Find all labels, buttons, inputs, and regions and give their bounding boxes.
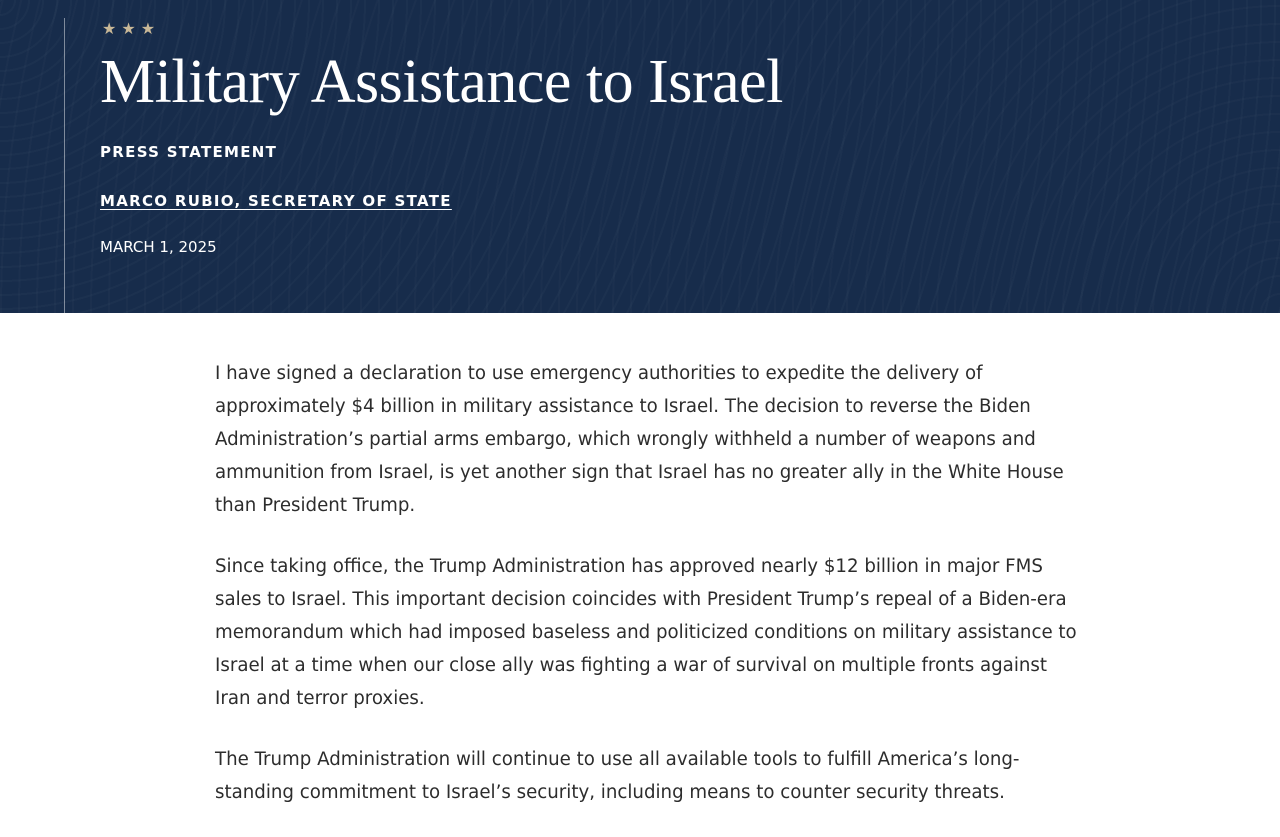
page-hero	[0, 0, 1280, 313]
publish-date: MARCH 1, 2025	[100, 238, 217, 256]
star-icon: ★	[121, 19, 136, 38]
body-paragraph: The Trump Administration will continue to use all available tools to fulfill America’s long-standing commitment to Israel’s security, including means to counter security threats.	[215, 749, 1020, 803]
body-paragraph: Since taking office, the Trump Administration has approved nearly $12 billion in major FMS sales to Israel. This important decision coincides with President Trump’s repeal of a Biden-era memorandum which had imposed baseless and politicized conditions on military assistance to Israel at a time when our close ally was fighting a war of survival on multiple fronts against Iran and terror proxies.	[215, 556, 1077, 709]
body-paragraph: I have signed a declaration to use emergency authorities to expedite the delivery of approximately $4 billion in military assistance to Israel. The decision to reverse the Biden Administration’s partial arms embargo, which wrongly withheld a number of weapons and ammunition from Israel, is yet another sign that Israel has no greater ally in the White House than President Trump.	[215, 363, 1064, 516]
stars-decoration	[102, 18, 155, 40]
hero-vertical-rule	[64, 18, 65, 313]
page-title: Military Assistance to Israel	[100, 48, 783, 116]
star-icon: ★	[102, 19, 117, 38]
article-type-label: PRESS STATEMENT	[100, 143, 278, 161]
article-body	[215, 357, 1085, 837]
author-link[interactable]: MARCO RUBIO, SECRETARY OF STATE	[100, 192, 452, 210]
star-icon: ★	[140, 19, 156, 38]
